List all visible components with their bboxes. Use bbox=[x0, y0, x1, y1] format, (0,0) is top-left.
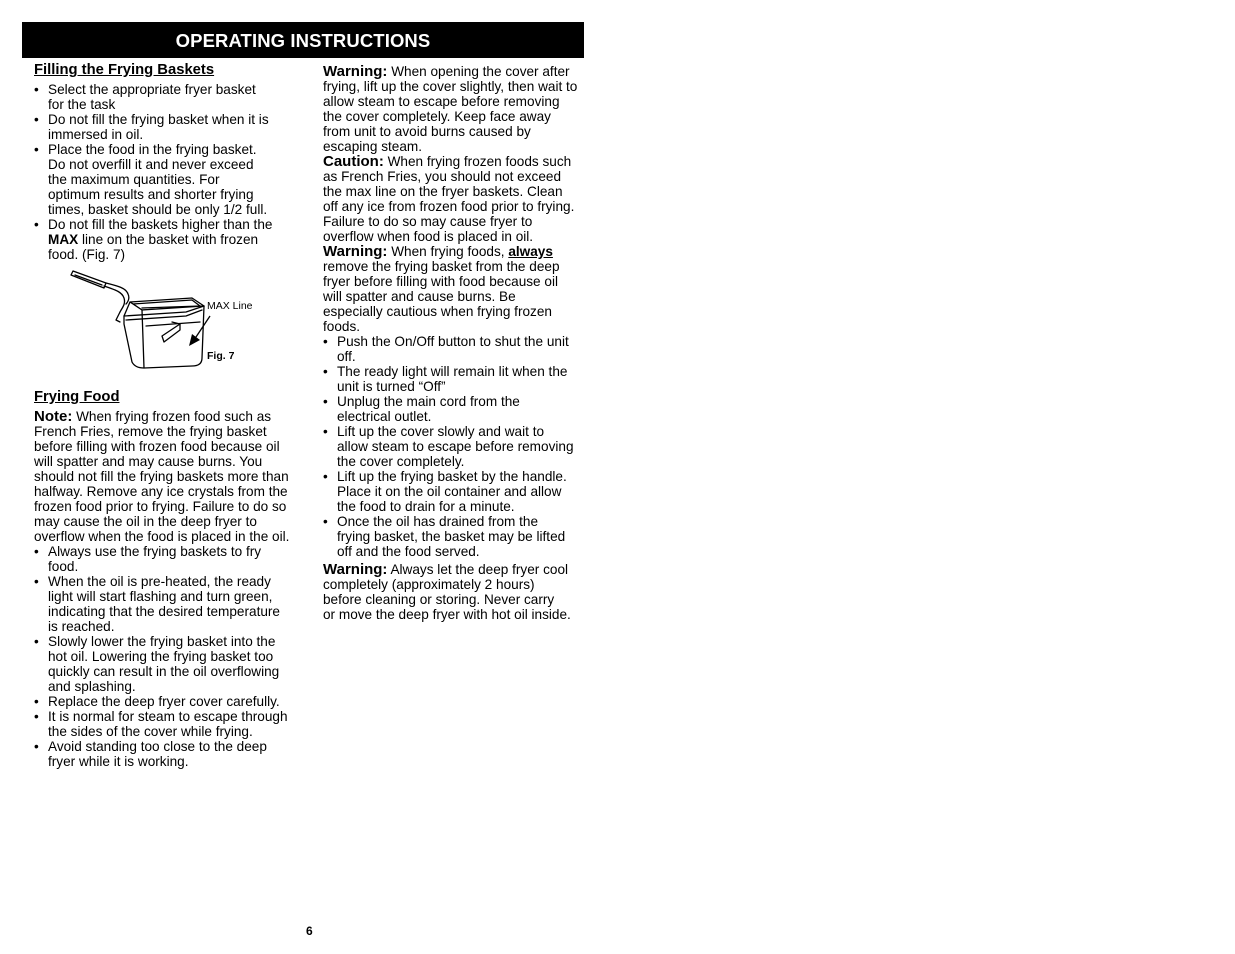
text-line: will spatter and may cause burns. You bbox=[34, 454, 263, 469]
list-item bbox=[323, 469, 591, 514]
text-line: completely (approximately 2 hours) bbox=[323, 577, 535, 592]
frying-heading: Frying Food bbox=[34, 389, 120, 405]
text-line: Avoid standing too close to the deep bbox=[48, 739, 267, 754]
text-line: fryer before filling with food because oil bbox=[323, 274, 558, 289]
text-line: immersed in oil. bbox=[48, 127, 144, 142]
text-line: before cleaning or storing. Never carry bbox=[323, 592, 555, 607]
note-paragraph bbox=[34, 409, 302, 544]
page-title-bar bbox=[22, 22, 584, 58]
text-line: When the oil is pre-heated, the ready bbox=[48, 574, 271, 589]
max-line-label: MAX Line bbox=[207, 300, 253, 312]
text-line: off any ice from frozen food prior to frying. bbox=[323, 199, 575, 214]
text-line: Once the oil has drained from the bbox=[337, 514, 538, 529]
text-line: the sides of the cover while frying. bbox=[48, 724, 253, 739]
text-line: is reached. bbox=[48, 619, 115, 634]
frying-list bbox=[34, 544, 302, 769]
text-line: frying basket, the basket may be lifted bbox=[337, 529, 566, 544]
filling-list bbox=[34, 82, 302, 262]
text-line: quickly can result in the oil overflowing bbox=[48, 664, 280, 679]
text-line: hot oil. Lowering the frying basket too bbox=[48, 649, 274, 664]
text-line: When frying frozen foods such bbox=[383, 154, 572, 169]
text-line: foods. bbox=[323, 319, 361, 334]
text-line: French Fries, remove the frying basket bbox=[34, 424, 267, 439]
list-item bbox=[34, 142, 302, 217]
text-line: for the task bbox=[48, 97, 116, 112]
text-line: It is normal for steam to escape through bbox=[48, 709, 288, 724]
list-item bbox=[323, 514, 591, 559]
text-line: may cause the oil in the deep fryer to bbox=[34, 514, 257, 529]
text-line: from unit to avoid burns caused by bbox=[323, 124, 531, 139]
fryer-basket-illustration bbox=[34, 264, 264, 384]
text-line: Place it on the oil container and allow bbox=[337, 484, 562, 499]
warning-label: Warning: bbox=[323, 561, 388, 578]
list-item bbox=[34, 544, 302, 574]
filling-heading: Filling the Frying Baskets bbox=[34, 62, 215, 78]
text-line: Place the food in the frying basket. bbox=[48, 142, 257, 157]
text-line: the food to drain for a minute. bbox=[337, 499, 515, 514]
shutdown-list bbox=[323, 334, 591, 559]
text-line: overflow when food is placed in oil. bbox=[323, 229, 534, 244]
text-line: escaping steam. bbox=[323, 139, 422, 154]
left-column bbox=[34, 62, 302, 769]
fryer-basket-figure bbox=[34, 264, 302, 384]
text-line: off and the food served. bbox=[337, 544, 480, 559]
list-item bbox=[34, 709, 302, 739]
text-line: especially cautious when frying frozen bbox=[323, 304, 552, 319]
text-line: Do not overfill it and never exceed bbox=[48, 157, 254, 172]
text-line: should not fill the frying baskets more than bbox=[34, 469, 289, 484]
warning-paragraph bbox=[323, 244, 591, 334]
text-line: allow steam to escape before removing bbox=[337, 439, 574, 454]
right-column bbox=[323, 64, 591, 622]
text-line: electrical outlet. bbox=[337, 409, 432, 424]
list-item bbox=[34, 217, 302, 262]
text-line: frying, lift up the cover slightly, then wait to bbox=[323, 79, 578, 94]
text-line: optimum results and shorter frying bbox=[48, 187, 254, 202]
text-line: Lift up the cover slowly and wait to bbox=[337, 424, 545, 439]
text-line: Slowly lower the frying basket into the bbox=[48, 634, 276, 649]
text-line: allow steam to escape before removing bbox=[323, 94, 560, 109]
page-number: 6 bbox=[306, 924, 313, 938]
text-line: remove the frying basket from the deep bbox=[323, 259, 560, 274]
warning-paragraph bbox=[323, 64, 591, 154]
text-line: frozen food prior to frying. Failure to do so bbox=[34, 499, 287, 514]
list-item bbox=[323, 424, 591, 469]
text-line: When frying foods, bbox=[387, 244, 509, 259]
list-item bbox=[34, 634, 302, 694]
warning-label: Warning: bbox=[323, 63, 388, 80]
list-item bbox=[34, 694, 302, 709]
text-line: indicating that the desired temperature bbox=[48, 604, 280, 619]
max-emphasis: MAX bbox=[48, 232, 79, 247]
list-item bbox=[323, 394, 591, 424]
caution-paragraph bbox=[323, 154, 591, 244]
text-line: the cover completely. bbox=[337, 454, 465, 469]
list-item bbox=[323, 334, 591, 364]
list-item bbox=[34, 739, 302, 769]
text-line: Replace the deep fryer cover carefully. bbox=[48, 694, 280, 709]
text-line: Lift up the frying basket by the handle. bbox=[337, 469, 567, 484]
text-line: and splashing. bbox=[48, 679, 136, 694]
page-title: OPERATING INSTRUCTIONS bbox=[175, 29, 431, 51]
text-line: food. bbox=[48, 559, 79, 574]
text-line: line on the basket with frozen bbox=[78, 232, 259, 247]
text-line: fryer while it is working. bbox=[48, 754, 189, 769]
text-line: the cover completely. Keep face away bbox=[323, 109, 551, 124]
text-line: Do not fill the frying basket when it is bbox=[48, 112, 269, 127]
warning-label: Warning: bbox=[323, 243, 388, 260]
text-line: before filling with frozen food because oil bbox=[34, 439, 280, 454]
text-line: will spatter and cause burns. Be bbox=[323, 289, 516, 304]
warning-paragraph bbox=[323, 562, 591, 622]
caution-label: Caution: bbox=[323, 153, 384, 170]
text-line: food. (Fig. 7) bbox=[48, 247, 126, 262]
list-item bbox=[323, 364, 591, 394]
text-line: off. bbox=[337, 349, 356, 364]
text-line: Always use the frying baskets to fry bbox=[48, 544, 262, 559]
text-line: Failure to do so may cause fryer to bbox=[323, 214, 533, 229]
text-line: When frying frozen food such as bbox=[72, 409, 272, 424]
text-line: light will start flashing and turn green, bbox=[48, 589, 273, 604]
text-line: the maximum quantities. For bbox=[48, 172, 220, 187]
text-line: overflow when the food is placed in the oil. bbox=[34, 529, 290, 544]
list-item bbox=[34, 112, 302, 142]
text-line: Do not fill the baskets higher than the bbox=[48, 217, 273, 232]
text-line: halfway. Remove any ice crystals from the bbox=[34, 484, 288, 499]
text-line: times, basket should be only 1/2 full. bbox=[48, 202, 268, 217]
text-line: the max line on the fryer baskets. Clean bbox=[323, 184, 563, 199]
note-label: Note: bbox=[34, 408, 73, 425]
list-item bbox=[34, 82, 302, 112]
text-line: The ready light will remain lit when the bbox=[337, 364, 568, 379]
text-line: unit is turned “Off” bbox=[337, 379, 446, 394]
list-item bbox=[34, 574, 302, 634]
text-line: Select the appropriate fryer basket bbox=[48, 82, 256, 97]
text-line: Always let the deep fryer cool bbox=[387, 562, 569, 577]
text-line: as French Fries, you should not exceed bbox=[323, 169, 562, 184]
always-emphasis: always bbox=[508, 244, 553, 259]
figure-caption: Fig. 7 bbox=[207, 350, 235, 362]
text-line: Unplug the main cord from the bbox=[337, 394, 520, 409]
text-line: When opening the cover after bbox=[387, 64, 570, 79]
text-line: Push the On/Off button to shut the unit bbox=[337, 334, 569, 349]
text-line: or move the deep fryer with hot oil inside. bbox=[323, 607, 571, 622]
